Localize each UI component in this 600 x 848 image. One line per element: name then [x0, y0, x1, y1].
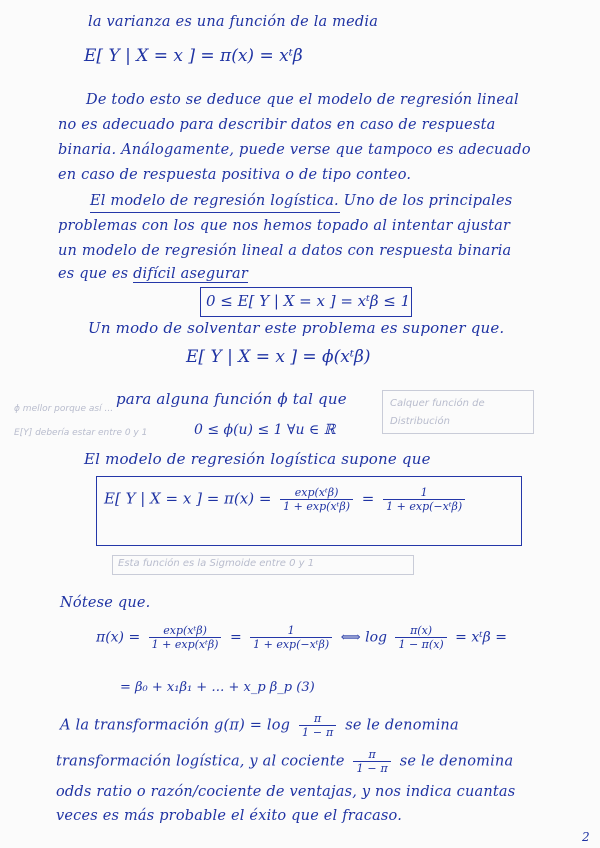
text-line: problemas con los que nos hemos topado al intentar ajustar: [58, 218, 511, 234]
text-line: Nótese que.: [60, 595, 151, 611]
text-line: [60, 712, 459, 739]
text-line: odds ratio o razón/cociente de ventajas, y nos indica cuantas: [56, 784, 516, 800]
heading-underline: [90, 212, 340, 213]
text-line: Un modo de solventar este problema es suponer que.: [88, 319, 505, 337]
formula-phi-range: 0 ≤ ϕ(u) ≤ 1 ∀u ∈ ℝ: [194, 422, 336, 438]
faint-pencil-note: Calquer función de: [390, 398, 485, 409]
underlined-phrase: difícil asegurar: [133, 266, 249, 282]
fraction: [149, 624, 222, 651]
formula-part: =: [229, 629, 242, 646]
fraction: [353, 748, 390, 775]
text-line: la varianza es una función de la media: [88, 14, 379, 30]
section-heading-logistic: El modelo de regresión logística. Uno de los principales: [90, 193, 513, 209]
fraction-numerator: exp(xᵗβ): [280, 486, 353, 500]
text-line: no es adecuado para describir datos en caso de respuesta: [58, 117, 496, 133]
fraction-numerator: 1: [383, 486, 465, 500]
formula-part: ⟺ log: [340, 629, 388, 646]
text-line: binaria. Análogamente, puede verse que tampoco es adecuado: [58, 142, 531, 158]
formula-bounds: 0 ≤ E[ Y | X = x ] = xᵗβ ≤ 1: [206, 292, 411, 310]
text-line: De todo esto se deduce que el modelo de regresión lineal: [86, 92, 519, 108]
formula-part: E[ Y | X = x ] = π(x) =: [104, 489, 272, 508]
fraction-denominator: 1 + exp(−xᵗβ): [386, 500, 463, 513]
formula-part: π(x) =: [96, 629, 141, 646]
text-fragment: transformación logística, y al cociente: [56, 753, 345, 770]
faint-pencil-note: Esta función es la Sigmoide entre 0 y 1: [118, 558, 315, 569]
text-line: en caso de respuesta positiva o de tipo conteo.: [58, 167, 412, 183]
fraction-numerator: π(x): [395, 624, 446, 638]
fraction-numerator: exp(xᵗβ): [149, 624, 222, 638]
text-line: [56, 748, 513, 775]
fraction-numerator: π: [353, 748, 390, 762]
fraction-numerator: 1: [250, 624, 332, 638]
fraction-denominator: 1 − π: [356, 762, 388, 775]
page-number: 2: [582, 830, 590, 844]
text-fragment: se le denomina: [345, 717, 459, 734]
text-line: para alguna función ϕ tal que: [116, 390, 347, 408]
faint-pencil-note: ϕ mellor porque así ...: [14, 404, 114, 414]
fraction-denominator: 1 + exp(xᵗβ): [283, 500, 350, 513]
text-fragment: es que es: [58, 266, 129, 282]
fraction-denominator: 1 + exp(−xᵗβ): [253, 638, 330, 651]
text-line: un modelo de regresión lineal a datos con respuesta binaria: [58, 243, 512, 259]
formula-logistic-model: [104, 486, 469, 513]
fraction-denominator: 1 + exp(xᵗβ): [151, 638, 219, 651]
fraction: [299, 712, 336, 739]
formula-logit-derivation: [96, 624, 507, 651]
fraction: [395, 624, 446, 651]
fraction-numerator: π: [299, 712, 336, 726]
formula-part: =: [361, 489, 375, 508]
fraction: [280, 486, 353, 513]
formula-part: = xᵗβ =: [455, 629, 507, 646]
formula-expectation-linear: E[ Y | X = x ] = π(x) = xᵗβ: [84, 46, 303, 66]
text-fragment: A la transformación g(π) = log: [60, 717, 291, 734]
faint-pencil-box: [382, 390, 534, 434]
text-line: [58, 266, 248, 282]
faint-pencil-note: Distribución: [390, 416, 450, 427]
fraction-denominator: 1 − π(x): [398, 638, 444, 651]
formula-phi: E[ Y | X = x ] = ϕ(xᵗβ): [186, 347, 371, 367]
fraction-denominator: 1 − π: [301, 726, 334, 739]
text-fragment: se le denomina: [399, 753, 514, 770]
formula-linear-predictor: = β₀ + x₁β₁ + … + x_p β_p (3): [120, 680, 315, 695]
text-line: El modelo de regresión logística supone que: [84, 450, 431, 468]
fraction: [250, 624, 332, 651]
faint-pencil-note: E[Y] debería estar entre 0 y 1: [14, 428, 148, 438]
fraction: [383, 486, 465, 513]
text-line: veces es más probable el éxito que el fracaso.: [56, 808, 403, 824]
